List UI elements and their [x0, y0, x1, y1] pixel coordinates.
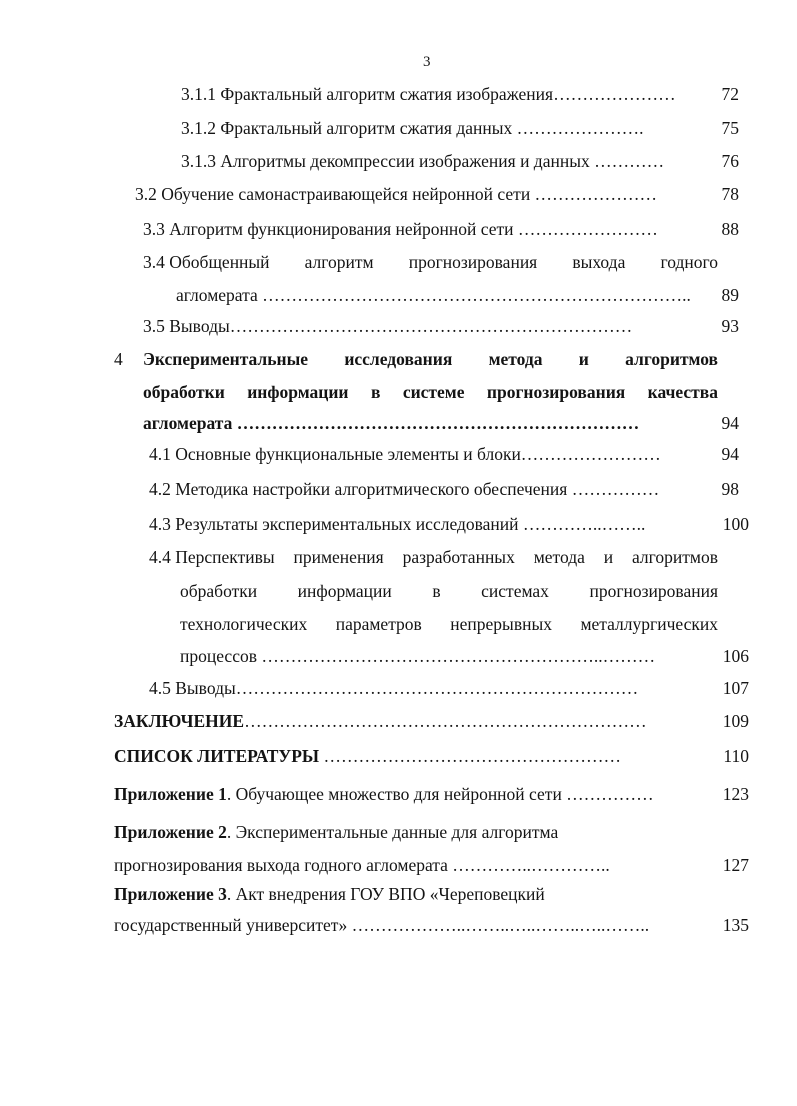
toc-entry-page: 127 [722, 855, 749, 875]
toc-entry-line: обработки информации в системах прогнозирования [180, 581, 718, 601]
chapter-title-line: агломерата …………………………………………………………… [143, 413, 640, 433]
toc-entry-text: ЗАКЛЮЧЕНИЕ…………………………………………………………… [114, 711, 647, 731]
toc-entry-page: 106 [722, 646, 749, 666]
toc-entry-line: 4.4 Перспективы применения разработанных метода и алгоритмов [149, 547, 718, 567]
page-number: 3 [423, 54, 431, 70]
toc-entry-page: 72 [721, 84, 739, 104]
toc-entry-page: 110 [723, 746, 749, 766]
toc-entry-page: 135 [722, 915, 749, 935]
toc-entry-page: 98 [721, 479, 739, 499]
toc-entry-text: 4.5 Выводы…………………………………………………………… [149, 678, 639, 698]
chapter-number: 4 [114, 349, 123, 369]
toc-entry-text: Приложение 1. Обучающее множество для нейронной сети …………… [114, 784, 654, 804]
toc-entry-page: 100 [722, 514, 749, 534]
chapter-title-line: Экспериментальные исследования метода и алгоритмов [143, 349, 718, 369]
toc-entry-text: 3.1.3 Алгоритмы декомпрессии изображения и данных ………… [181, 151, 665, 171]
toc-entry-page: 88 [721, 219, 739, 239]
toc-entry-line: технологических параметров непрерывных металлургических [180, 614, 718, 634]
toc-entry-text: 3.2 Обучение самонастраивающейся нейронной сети ………………… [135, 184, 658, 204]
toc-entry-text: 4.1 Основные функциональные элементы и блоки…………………… [149, 444, 661, 464]
toc-entry-text: прогнозирования выхода годного агломерата …………..………….. [114, 855, 610, 875]
toc-entry-text: СПИСОК ЛИТЕРАТУРЫ …………………………………………… [114, 746, 621, 766]
toc-entry-page: 109 [722, 711, 749, 731]
toc-entry-page: 107 [722, 678, 749, 698]
toc-entry-page: 94 [721, 444, 739, 464]
toc-entry-page: 93 [721, 316, 739, 336]
toc-entry-text: агломерата ……………………………………………………………….. [176, 285, 691, 305]
toc-entry-text: 3.1.2 Фрактальный алгоритм сжатия данных …………………. [181, 118, 644, 138]
toc-entry-text: 4.3 Результаты экспериментальных исследований …………..…….. [149, 514, 646, 534]
toc-entry-page: 89 [721, 285, 739, 305]
toc-entry-page: 75 [721, 118, 739, 138]
toc-entry-text: 4.2 Методика настройки алгоритмического обеспечения …………… [149, 479, 660, 499]
toc-entry-text: 3.3 Алгоритм функционирования нейронной сети …………………… [143, 219, 658, 239]
toc-entry-page: 78 [721, 184, 739, 204]
toc-entry-text: 3.5 Выводы…………………………………………………………… [143, 316, 633, 336]
toc-entry-page: 94 [721, 413, 739, 433]
chapter-title-line: обработки информации в системе прогнозирования качества [143, 382, 718, 402]
toc-entry-text: Приложение 2. Экспериментальные данные для алгоритма [114, 822, 559, 842]
toc-entry-page: 123 [722, 784, 749, 804]
toc-entry-text: процессов …………………………………………………..……… [180, 646, 656, 666]
toc-entry-text: Приложение 3. Акт внедрения ГОУ ВПО «Череповецкий [114, 884, 545, 904]
toc-entry-line: 3.4 Обобщенный алгоритм прогнозирования выхода годного [143, 252, 718, 272]
toc-entry-text: государственный университет» ………………..……..…..……..…..…….. [114, 915, 650, 935]
toc-entry-text: 3.1.1 Фрактальный алгоритм сжатия изображения………………… [181, 84, 676, 104]
toc-entry-page: 76 [721, 151, 739, 171]
